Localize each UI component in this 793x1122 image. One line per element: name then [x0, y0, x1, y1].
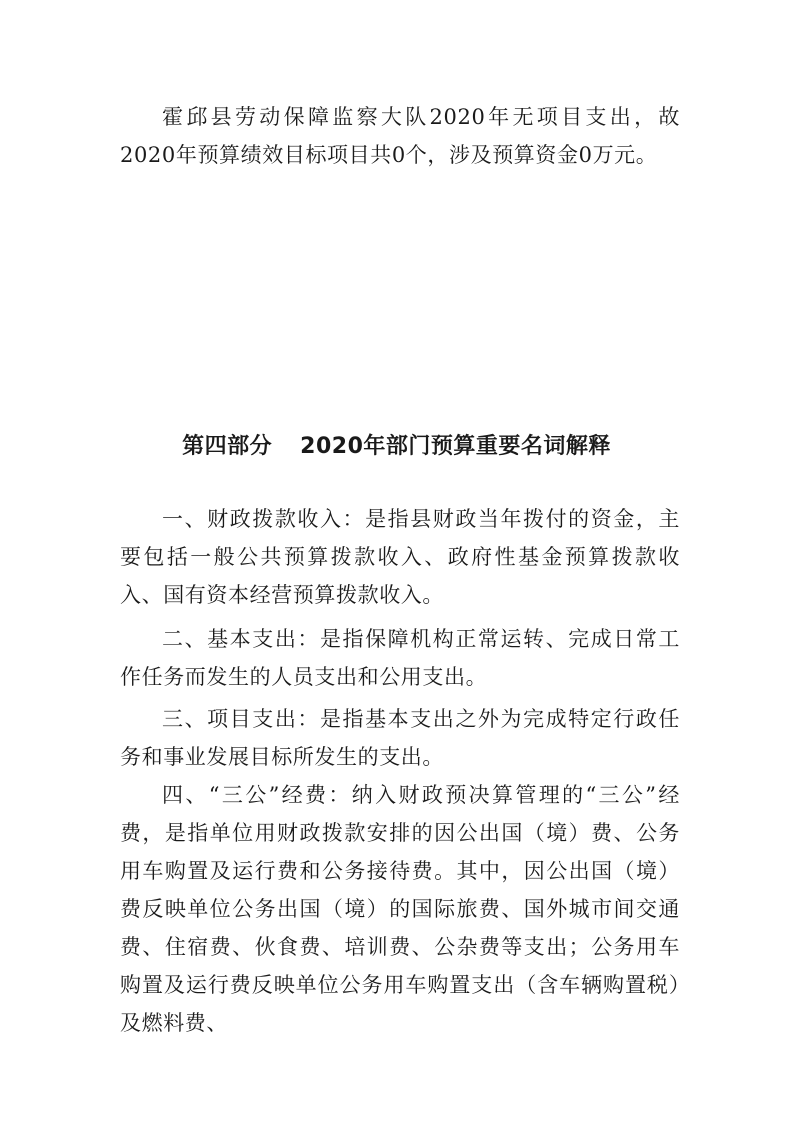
definition-basic-expenditure: 二、基本支出：是指保障机构正常运转、完成日常工作任务而发生的人员支出和公用支出。: [120, 627, 680, 689]
definition-three-public-expenses: 四、“三公”经费：纳入财政预决算管理的“三公”经费，是指单位用财政拨款安排的因公出国（境）费、公务用车购置及运行费和公务接待费。其中，因公出国（境）费反映单位公务出国（境）的国际旅费、国外城市间交通费、住宿费、伙食费、培训费、公杂费等支出；公务用车购置及运行费反映单位公务用车购置支出（含车辆购置税）及燃料费、: [120, 783, 680, 1035]
section-title: 2020年部门预算重要名词解释: [300, 434, 611, 459]
section-part-label: 第四部分: [182, 434, 273, 459]
intro-paragraph: 霍邱县劳动保障监察大队2020年无项目支出，故2020年预算绩效目标项目共0个，涉及预算资金0万元。: [120, 105, 680, 167]
definition-project-expenditure: 三、项目支出：是指基本支出之外为完成特定行政任务和事业发展目标所发生的支出。: [120, 707, 680, 769]
definition-fiscal-appropriation-income: 一、财政拨款收入：是指县财政当年拨付的资金，主要包括一般公共预算拨款收入、政府性基金预算拨款收入、国有资本经营预算拨款收入。: [120, 507, 680, 607]
section-heading: [0, 428, 793, 466]
